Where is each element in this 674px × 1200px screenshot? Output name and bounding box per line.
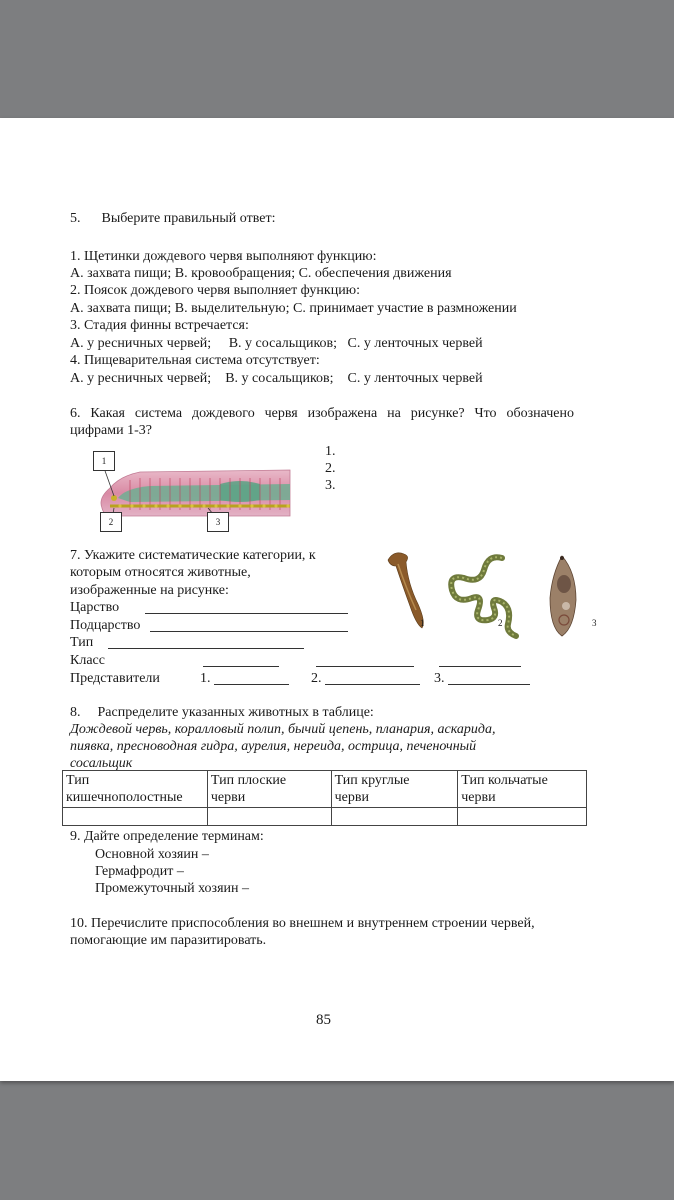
type-row bbox=[70, 634, 93, 651]
class-answer-blank-2[interactable] bbox=[316, 654, 414, 667]
representative-blank-2[interactable] bbox=[325, 672, 420, 685]
q8-animals-line1: Дождевой червь, коралловый полип, бычий цепень, планария, аскарида, bbox=[70, 722, 496, 737]
worm-specimens-icon bbox=[380, 544, 605, 644]
representatives-label: Представители bbox=[70, 671, 160, 686]
type-answer-blank[interactable] bbox=[108, 636, 304, 649]
subkingdom-label: Подцарство bbox=[70, 618, 141, 633]
q7-question-line1: 7. Укажите систематические категории, к bbox=[70, 548, 316, 563]
q5-question-3: 3. Стадия финны встречается: bbox=[70, 318, 249, 333]
answer-cell-flatworms[interactable] bbox=[207, 808, 331, 826]
header-line: кишечнополостные bbox=[66, 790, 183, 805]
q8-animals-line2: пиявка, пресноводная гидра, аурелия, нереида, острица, печеночный bbox=[70, 739, 477, 754]
answer-cell-coelenterates[interactable] bbox=[63, 808, 208, 826]
q5-answers-3: А. у ресничных червей; В. у сосальщиков; С. у ленточных червей bbox=[70, 336, 483, 351]
class-answer-blank-1[interactable] bbox=[203, 654, 279, 667]
header-coelenterates bbox=[63, 771, 208, 808]
q5-title: Выберите правильный ответ: bbox=[101, 211, 276, 226]
q6-question-line2: цифрами 1-3? bbox=[70, 423, 152, 438]
subkingdom-answer-blank[interactable] bbox=[150, 619, 348, 632]
kingdom-answer-blank[interactable] bbox=[145, 601, 348, 614]
q9-term-definitive-host: Основной хозяин – bbox=[95, 847, 209, 862]
q5-answers-2: А. захвата пищи; В. выделительную; С. принимает участие в размножении bbox=[70, 301, 517, 316]
representatives-row bbox=[70, 670, 160, 687]
page-number: 85 bbox=[316, 1012, 331, 1028]
q5-question-4: 4. Пищеварительная система отсутствует: bbox=[70, 353, 320, 368]
q6-answer-3: 3. bbox=[325, 478, 336, 493]
q6-question-line1: 6. Какая система дождевого червя изображена на рисунке? Что обозначено bbox=[70, 406, 574, 421]
q7-question-line2: которым относятся животные, bbox=[70, 565, 251, 580]
header-flatworms bbox=[207, 771, 331, 808]
q9-title: 9. Дайте определение терминам: bbox=[70, 829, 264, 844]
class-row bbox=[70, 652, 105, 669]
rep-number-2: 2. bbox=[311, 671, 322, 686]
document-page bbox=[0, 118, 674, 1081]
earthworm-nervous-system-figure bbox=[90, 448, 300, 533]
subkingdom-row bbox=[70, 617, 140, 634]
specimen-label-1: 1 bbox=[420, 618, 425, 628]
table-row bbox=[63, 808, 587, 826]
q5-question-2: 2. Поясок дождевого червя выполняет функцию: bbox=[70, 283, 361, 298]
figure-label-3: 3 bbox=[207, 512, 229, 532]
answer-cell-roundworms[interactable] bbox=[331, 808, 458, 826]
q9-term-intermediate-host: Промежуточный хозяин – bbox=[95, 881, 250, 896]
specimen-label-3: 3 bbox=[592, 618, 597, 628]
header-line: Тип bbox=[66, 773, 90, 788]
header-line: Тип кольчатые bbox=[461, 773, 548, 788]
header-line: черви bbox=[334, 790, 369, 805]
figure-label-2: 2 bbox=[100, 512, 122, 532]
kingdom-label: Царство bbox=[70, 600, 120, 615]
header-roundworms bbox=[331, 771, 458, 808]
table-header-row bbox=[63, 771, 587, 808]
header-line: Тип круглые bbox=[334, 773, 410, 788]
class-label: Класс bbox=[70, 653, 105, 668]
header-line: черви bbox=[461, 790, 496, 805]
q8-animals-line3: сосальщик bbox=[70, 756, 133, 771]
q8-number: 8. bbox=[70, 705, 81, 720]
class-answer-blank-3[interactable] bbox=[439, 654, 521, 667]
worm-specimens-figure bbox=[380, 544, 605, 644]
q5-number: 5. bbox=[70, 211, 81, 226]
q9-term-hermaphrodite: Гермафродит – bbox=[95, 864, 184, 879]
rep-number-3: 3. bbox=[434, 671, 445, 686]
figure-label-1: 1 bbox=[93, 451, 115, 471]
q5-heading bbox=[70, 210, 275, 227]
classification-table bbox=[62, 770, 587, 826]
answer-cell-annelids[interactable] bbox=[458, 808, 587, 826]
q10-question-line2: помогающие им паразитировать. bbox=[70, 933, 267, 948]
representative-blank-3[interactable] bbox=[448, 672, 530, 685]
q10-question-line1: 10. Перечислите приспособления во внешнем и внутреннем строении червей, bbox=[70, 916, 535, 931]
q8-title: Распределите указанных животных в таблице: bbox=[97, 705, 374, 720]
header-line: Тип плоские bbox=[210, 773, 287, 788]
q8-heading bbox=[70, 704, 374, 721]
q7-question-line3: изображенные на рисунке: bbox=[70, 583, 229, 598]
q6-answer-2: 2. bbox=[325, 461, 336, 476]
kingdom-row bbox=[70, 599, 119, 616]
type-label: Тип bbox=[70, 635, 94, 650]
q5-answers-1: А. захвата пищи; В. кровообращения; С. обеспечения движения bbox=[70, 266, 452, 281]
representative-blank-1[interactable] bbox=[214, 672, 289, 685]
header-annelids bbox=[458, 771, 587, 808]
specimen-label-2: 2 bbox=[498, 618, 503, 628]
q6-answer-1: 1. bbox=[325, 444, 336, 459]
q5-answers-4: А. у ресничных червей; В. у сосальщиков; С. у ленточных червей bbox=[70, 371, 483, 386]
rep-number-1: 1. bbox=[200, 671, 211, 686]
header-line: черви bbox=[210, 790, 246, 805]
q5-question-1: 1. Щетинки дождевого червя выполняют функцию: bbox=[70, 249, 377, 264]
